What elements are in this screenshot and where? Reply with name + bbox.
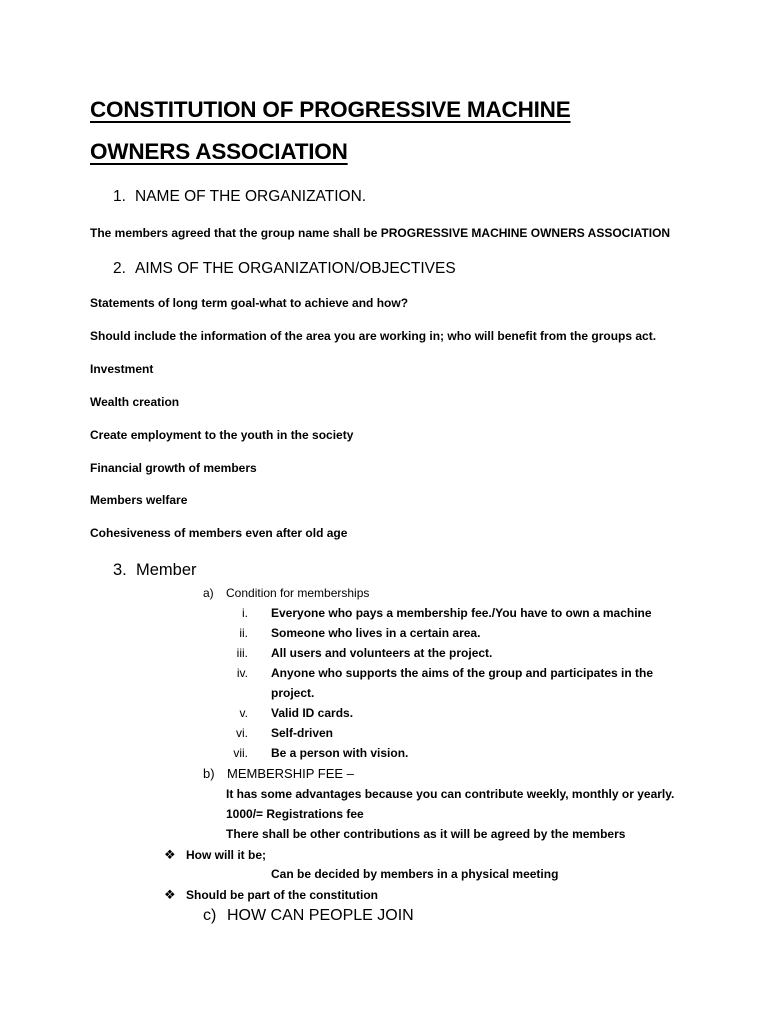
sub-b-label: b) [203, 766, 215, 781]
list-item-number: iii. [236, 646, 248, 660]
aims-paragraph: Should include the information of the area you are working in; who will benefit from the groups act. [90, 329, 657, 343]
bullet-item [164, 847, 266, 863]
list-item-text: Everyone who pays a membership fee./You have to own a machine [271, 606, 652, 620]
list-item-text: All users and volunteers at the project. [271, 646, 493, 660]
list-item-number: vi. [236, 726, 248, 740]
aims-paragraph: Wealth creation [90, 395, 180, 409]
section-1-text: The members agreed that the group name shall be PROGRESSIVE MACHINE OWNERS ASSOCIATION [90, 226, 671, 240]
section-2-title: AIMS OF THE ORGANIZATION/OBJECTIVES [135, 260, 456, 277]
bullet-text: How will it be; [186, 848, 266, 862]
section-3-title: Member [136, 561, 197, 579]
sub-c-heading: HOW CAN PEOPLE JOIN [227, 907, 414, 924]
diamond-bullet-icon: ❖ [164, 887, 176, 902]
aims-paragraph: Statements of long term goal-what to achieve and how? [90, 296, 409, 310]
list-item-text: Valid ID cards. [271, 706, 354, 720]
sub-c-label: c) [203, 907, 217, 924]
section-1-title: NAME OF THE ORGANIZATION. [135, 188, 367, 205]
diamond-bullet-icon: ❖ [164, 847, 176, 862]
aims-paragraph: Financial growth of members [90, 461, 257, 475]
bullet-text: Should be part of the constitution [186, 888, 378, 902]
list-item-text: Anyone who supports the aims of the group and participates in the [271, 666, 654, 680]
membership-conditions-list [208, 606, 688, 766]
membership-fee-line: It has some advantages because you can contribute weekly, monthly or yearly. [226, 787, 675, 801]
list-item-number: vii. [233, 746, 248, 760]
section-1-number: 1. [113, 188, 126, 205]
sub-a-label: a) [203, 586, 214, 600]
list-item-number: i. [242, 606, 248, 620]
membership-fee-line: There shall be other contributions as it will be agreed by the members [226, 827, 626, 841]
section-2-number: 2. [113, 260, 126, 277]
document-title-line-1: CONSTITUTION OF PROGRESSIVE MACHINE [90, 97, 571, 122]
bullet-item [164, 887, 378, 903]
aims-paragraph: Members welfare [90, 493, 188, 507]
sub-b-heading: MEMBERSHIP FEE – [227, 766, 354, 781]
list-item-number: ii. [239, 626, 248, 640]
bullet-detail: Can be decided by members in a physical meeting [271, 867, 559, 881]
membership-fee-line: 1000/= Registrations fee [226, 807, 364, 821]
sub-a-heading: Condition for memberships [226, 586, 370, 600]
document-title-line-2: OWNERS ASSOCIATION [90, 139, 348, 164]
aims-paragraph: Cohesiveness of members even after old age [90, 526, 348, 540]
aims-paragraph: Create employment to the youth in the society [90, 428, 354, 442]
aims-paragraph: Investment [90, 362, 154, 376]
section-3-number: 3. [113, 561, 127, 579]
list-item-text: Be a person with vision. [271, 746, 409, 760]
list-item-text-continuation: project. [271, 686, 315, 700]
list-item-number: v. [239, 706, 248, 720]
list-item-text: Someone who lives in a certain area. [271, 626, 481, 640]
list-item-number: iv. [236, 666, 248, 680]
list-item-text: Self-driven [271, 726, 334, 740]
